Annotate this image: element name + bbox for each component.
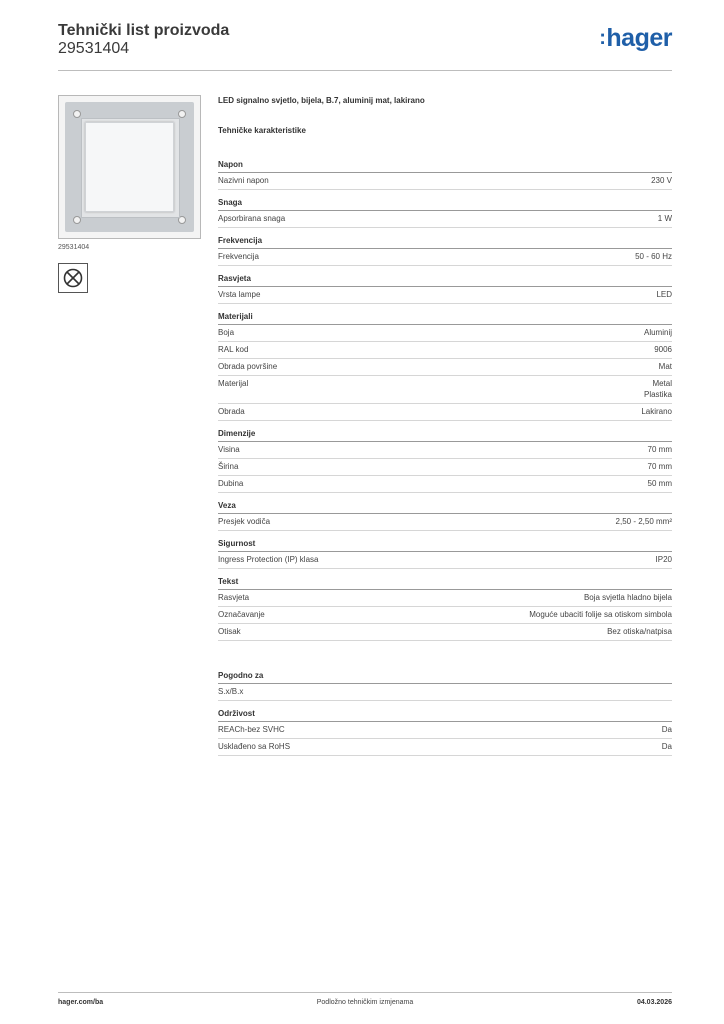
spec-value <box>651 175 672 186</box>
group-title: Pogodno za <box>218 671 672 684</box>
spec-label: Rasvjeta <box>218 593 250 602</box>
spec-row <box>218 590 672 607</box>
spec-value-line: Da <box>661 725 672 734</box>
spec-value <box>656 554 672 565</box>
spec-row <box>218 287 672 304</box>
spec-value <box>659 361 672 372</box>
spec-label: Otisak <box>218 627 241 636</box>
spec-value-line: Plastika <box>643 390 672 399</box>
spec-value <box>662 724 672 735</box>
group-title: Održivost <box>218 709 672 722</box>
spec-label: Dubina <box>218 479 244 488</box>
spec-value-line: Lakirano <box>641 407 672 416</box>
spec-row <box>218 739 672 756</box>
spec-value-line: 70 mm <box>647 462 672 471</box>
spec-value <box>635 251 672 262</box>
spec-label: Presjek vodiča <box>218 517 271 526</box>
spec-row <box>218 722 672 739</box>
spec-row <box>218 325 672 342</box>
spec-label: RAL kod <box>218 345 249 354</box>
spec-value-line: Da <box>661 742 672 751</box>
group-title: Veza <box>218 501 672 514</box>
screw-icon <box>73 216 81 224</box>
spec-row <box>218 442 672 459</box>
spec-row <box>218 249 672 266</box>
spec-value-line: Metal <box>652 379 672 388</box>
spec-row <box>218 404 672 421</box>
spec-value <box>656 289 672 300</box>
spec-row <box>218 514 672 531</box>
logo-mark: : <box>599 27 606 49</box>
spec-row <box>218 376 672 404</box>
group-title: Sigurnost <box>218 539 672 552</box>
spec-value <box>616 516 672 527</box>
spec-value-line: Mat <box>658 362 672 371</box>
spec-value-line: 9006 <box>654 345 672 354</box>
group-title: Frekvencija <box>218 236 672 249</box>
spec-row <box>218 624 672 641</box>
footer-website[interactable]: hager.com/ba <box>58 999 104 1006</box>
spec-label: Nazivni napon <box>218 176 269 185</box>
logo-text: hager <box>606 24 672 52</box>
group-title: Materijali <box>218 312 672 325</box>
spec-value-line: 50 - 60 Hz <box>635 252 672 261</box>
product-image <box>58 95 201 239</box>
led-cover <box>85 122 174 212</box>
product-number: 29531404 <box>58 40 130 57</box>
spec-value <box>654 344 672 355</box>
hager-logo[interactable] <box>599 24 672 53</box>
spec-value-line: 50 mm <box>647 479 672 488</box>
spec-label: Boja <box>218 328 235 337</box>
group-title: Napon <box>218 160 672 173</box>
spec-row <box>218 684 672 701</box>
spec-value-line: 2,50 - 2,50 mm² <box>615 517 672 526</box>
spec-row <box>218 607 672 624</box>
spec-value-line: Aluminij <box>643 328 672 337</box>
spec-value <box>648 461 672 472</box>
spec-value <box>648 444 672 455</box>
spec-value-line: Boja svjetla hladno bijela <box>583 593 672 602</box>
document-title: Tehnički list proizvoda <box>58 22 230 39</box>
spec-value-line: 1 W <box>657 214 672 223</box>
spec-label: Ingress Protection (IP) klasa <box>218 555 319 564</box>
spec-value-line: Moguće ubaciti folije sa otiskom simbola <box>529 610 672 619</box>
footer-note: Podložno tehničkim izmjenama <box>316 999 414 1006</box>
spec-row <box>218 342 672 359</box>
page-footer <box>58 992 672 1013</box>
spec-value <box>529 609 672 620</box>
page-header <box>58 22 672 71</box>
spec-label: Materijal <box>218 379 249 388</box>
spec-row <box>218 459 672 476</box>
screw-icon <box>73 110 81 118</box>
spec-label: Apsorbirana snaga <box>218 214 286 223</box>
spec-label: Označavanje <box>218 610 265 619</box>
lamp-symbol-icon <box>58 263 88 293</box>
group-title: Dimenzije <box>218 429 672 442</box>
image-caption: 29531404 <box>58 244 90 251</box>
section-title: Tehničke karakteristike <box>218 126 306 135</box>
spec-value <box>607 626 672 637</box>
screw-icon <box>178 110 186 118</box>
spec-row <box>218 173 672 190</box>
spec-value <box>644 327 672 338</box>
spec-row <box>218 552 672 569</box>
spec-value <box>644 378 672 400</box>
spec-row <box>218 476 672 493</box>
group-title: Snaga <box>218 198 672 211</box>
spec-label: Obrada površine <box>218 362 278 371</box>
spec-label: S.x/B.x <box>218 687 244 696</box>
spec-row <box>218 211 672 228</box>
spec-value-line: LED <box>656 290 672 299</box>
spec-value <box>648 478 672 489</box>
cover-frame <box>65 102 194 232</box>
spec-label: Frekvencija <box>218 252 259 261</box>
spec-label: Usklađeno sa RoHS <box>218 742 291 751</box>
footer-date: 04.03.2026 <box>636 999 672 1006</box>
spec-label: Širina <box>218 462 239 471</box>
spec-value <box>662 741 672 752</box>
spec-value-line: 70 mm <box>647 445 672 454</box>
spec-value-line: IP20 <box>655 555 672 564</box>
spec-value-line: 230 V <box>651 176 672 185</box>
spec-content <box>218 96 672 756</box>
spec-label: REACh-bez SVHC <box>218 725 285 734</box>
spec-label: Obrada <box>218 407 245 416</box>
spec-value <box>641 406 672 417</box>
product-name: LED signalno svjetlo, bijela, B.7, aluminij mat, lakirano <box>218 96 425 105</box>
spec-value <box>658 213 672 224</box>
spec-value-line: Bez otiska/natpisa <box>607 627 672 636</box>
spec-label: Visina <box>218 445 240 454</box>
spec-value <box>584 592 672 603</box>
spec-groups <box>218 160 672 756</box>
group-title: Tekst <box>218 577 672 590</box>
spec-row <box>218 359 672 376</box>
group-title: Rasvjeta <box>218 274 672 287</box>
spec-label: Vrsta lampe <box>218 290 261 299</box>
